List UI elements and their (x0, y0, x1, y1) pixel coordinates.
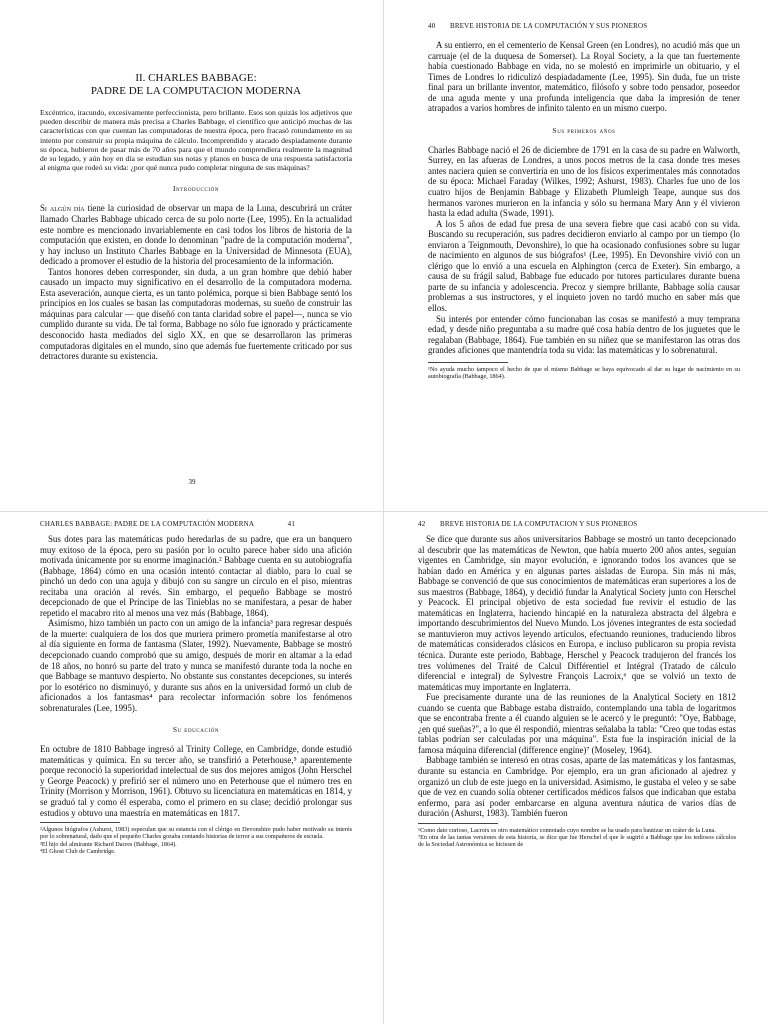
footnote: ²Algunos biógrafos (Ashurst, 1983) especulan que su estancia con el clérigo en Devonshire pudo haber motivado su interés por lo sobrenatural, dado que el pequeño Charles gozaba contando historias de terror a sus compañeros de escuela. (40, 826, 352, 841)
body-paragraph: Babbage también se interesó en otras cosas, aparte de las matemáticas y los fantasmas, durante su estancia en Cambridge. Por ejemplo, era un gran aficionado al ajedrez y organizó un club de este juego en la universidad. Asimismo, le gustaba el veleo y se sabe que de vez en cuando solía obtener certificados médicos falsos que indicaban que estaba enfermo, para así poder embarcarse en alguna aventura náutica de varios días de duración (Ashurst, 1983). También fueron (418, 755, 736, 819)
lead-in-small-caps: Si algún día (40, 203, 85, 214)
body-paragraph (40, 203, 352, 266)
page-number: 42 (418, 520, 426, 528)
footnote: ³El hijo del almirante Richard Dacres (Babbage, 1864). (40, 840, 177, 848)
page-number: 39 (188, 478, 196, 486)
body-paragraph: Se dice que durante sus años universitarios Babbage se mostró un tanto decepcionado al descubrir que las matemáticas de Newton, que había muerto 200 años antes, seguían vigentes en Cambridge, sin mayor evolución, e ignorando todos los avances que se habían dado en América y en algunas partes aisladas de Europa. Sin más ni más, Babbage se convenció de que sus conocimientos de matemáticas eran superiores a los de sus maestros (Babbage, 1864), y decidió fundar la Analytical Society junto con Herschel y Peacock. El principal objetivo de esta sociedad fue revivir el estudio de las matemáticas en Inglaterra, haciendo hincapié en la naturaleza abstracta del álgebra e importando descubrimientos del Nuevo Mundo. Los jóvenes integrantes de esta sociedad se mantuvieron muy activos leyendo artículos, efectuando reuniones, traduciendo libros de matemáticas considerados clásicos en Europa, e incluso publicaron su propia revista técnica. Durante este periodo, Babbage, Herschel y Peacock tradujeron del francés los tres volúmenes del Traité de Calcul Différentiel et Intégral (Tratado de cálculo diferencial e integral) de Sylvestre François Lacroix,⁶ que se volvió un texto de matemáticas muy importante en Inglaterra. (418, 534, 736, 692)
running-head (428, 22, 647, 30)
chapter-title-line-2: PADRE DE LA COMPUTACION MODERNA (90, 85, 302, 97)
footnote-rule (418, 823, 498, 824)
page-41-column (40, 534, 352, 855)
body-paragraph-text: tiene la curiosidad de observar un mapa de la Luna, descubrirá un cráter llamado Charles Babbage ubicado cerca de su polo norte (Lee, 1995). En la actualidad este nombre es mencionado invariablemente en casi todos los libros de historia de la computación que existen, en donde lo denominan "padre de la computación moderna", y hay incluso un Instituto Charles Babbage en la Universidad de Minnesota (EUA), dedicado a promover el estudio de la historia del procesamiento de la información. (40, 203, 352, 267)
running-head (418, 520, 637, 528)
footnote: ¹No ayuda mucho tampoco el hecho de que el mismo Babbage se haya equivocado al dar su lugar de nacimiento en su autobiografía (Babbage, 1864). (428, 365, 740, 381)
section-heading-primeros-anos: Sus primeros años (552, 125, 616, 135)
chapter-title (40, 72, 352, 98)
footnote: ⁷En otra de las tantas versiones de esta historia, se dice que fue Herschel el que le sugirió a Babbage que los tediosos cálculos de la Sociedad Astronómica se hiciesen de (418, 834, 736, 849)
body-paragraph: Sus dotes para las matemáticas pudo heredarlas de su padre, que era un banquero muy exitoso de la época, pero su pasión por lo oculto parece haber sido una afición motivada únicamente por su enorme imaginación.² Babbage cuenta en su autobiografía (Babbage, 1864) cómo en una ocasión intentó contactar al diablo, para lo cual se pinchó un dedo con una aguja y dibujó con su sangre un círculo en el piso, mientras recitaba una oración al revés. Sin embargo, el pequeño Babbage se mostró decepcionado de que el Príncipe de las Tinieblas no se manifestara, a pesar de haber repetido el macabro rito al menos una vez más (Babbage, 1864). (40, 534, 352, 618)
running-head-title: BREVE HISTORIA DE LA COMPUTACIÓN Y SUS PIONEROS (449, 22, 648, 30)
body-paragraph: Su interés por entender cómo funcionaban las cosas se manifestó a muy temprana edad, y desde niño preguntaba a su madre qué cosa había dentro de los juguetes que le regalaban (Babbage, 1864). Fue también en su niñez que se manifestaron las otras dos grandes aficiones que mantendría toda su vida: las matemáticas y lo sobrenatural. (428, 313, 740, 356)
page-39-column (40, 72, 352, 362)
page-number: 40 (428, 22, 436, 30)
running-head-title: CHARLES BABBAGE: PADRE DE LA COMPUTACIÓN MODERNA (40, 520, 254, 528)
epigraph: Excéntrico, iracundo, excesivamente perfeccionista, pero brillante. Esos son quizás los adjetivos que pueden describir de manera más precisa a Charles Babbage, el científico que anticipó muchas de las características con que cuentan las computadoras de nuestra época, pero fracasó rotundamente en su intento por construir su propia máquina de cálculo. Incomprendido y atacado despiadamente durante su época, hubieron de pasar más de 70 años para que el mundo comprendiera realmente la magnitud de su legado, y aún hoy en día se estudian sus notas y planos en busca de una respuesta satisfactoria al enigma que rodeó su vida: ¿por qué nunca pudo completar ninguna de sus máquinas? (40, 108, 352, 173)
section-heading-introduccion: Introducción (172, 184, 220, 194)
page-41 (0, 512, 384, 1024)
body-paragraph: A su entierro, en el cementerio de Kensal Green (en Londres), no acudió más que un carruaje (el de la duquesa de Somerset). La Royal Society, a la que tan fuertemente había cuestionado Babbage en vida, no se molestó en imprimirle un obituario, y el Times de Londres lo ridiculizó despiadadamente (Lee, 1995). Sin duda, fue un triste final para un brillante inventor, matemático, filósofo y sobre todo pensador, poseedor de una aguda mente y una profunda inteligencia que daba la impresión de tener atrapados a varios hombres de infinito talento en un mismo cuerpo. (428, 40, 740, 114)
page-42 (384, 512, 768, 1024)
footnote: ⁴El Ghost Club de Cambridge. (40, 848, 116, 856)
body-paragraph: Fue precisamente durante una de las reuniones de la Analytical Society en 1812 cuando se cuenta que Babbage estaba distraído, contemplando una tabla de logaritmos que se encontraba frente a él cuando alguien se le acercó y le preguntó: "Oye, Babbage, ¿en qué sueñas?", a lo que él respondió, mientras señalaba la tabla: "Creo que todas estas tablas podrían ser calculadas por una máquina". Esta fue la inspiración inicial de la famosa máquina diferencial (difference engine)⁷ (Moseley, 1964). (418, 692, 736, 755)
footnote-rule (40, 822, 120, 823)
page-40 (384, 0, 768, 512)
body-paragraph: En octubre de 1810 Babbage ingresó al Trinity College, en Cambridge, donde estudió matemáticas y química. En su tercer año, se transfirió a Peterhouse,⁵ aparentemente porque reconoció la superioridad intelectual de sus dos mejores amigos (John Herschel y George Peacock) y prefirió ser el número uno en Peterhouse que el número tres en Trinity (Morrison y Morrison, 1961). Obtuvo su licenciatura en matemáticas en 1814, y se graduó tal y como él esperaba, como el primero en su clase; decidió prolongar sus estudios y obtuvo una maestría en matemáticas en 1817. (40, 744, 352, 818)
footnote-rule (428, 362, 508, 363)
chapter-title-line-1: II. CHARLES BABBAGE: (135, 72, 257, 84)
running-head-title: BREVE HISTORIA DE LA COMPUTACION Y SUS PIONEROS (439, 520, 638, 528)
body-paragraph: Asimismo, hizo también un pacto con un amigo de la infancia³ para regresar después de la muerte: cualquiera de los dos que muriera primero prometía manifestarse al otro al día siguiente en forma de fantasma (Slater, 1992). Nuevamente, Babbage se mostró decepcionado cuando comprobó que su amigo, después de morir en altamar a la edad de 18 años, no honró su parte del trato y nunca se manifestó durante toda la noche en que Babbage se mantuvo despierto. No obstante sus constantes decepciones, su interés por lo esotérico no disminuyó, y durante sus años en la universidad formó un club de aficionados a los fantasmas⁴ para recolectar información sobre los fenómenos sobrenaturales (Lee, 1995). (40, 618, 352, 713)
page-42-column (418, 534, 736, 849)
footnote: ⁶Como dato curioso, Lacroix es otro matemático connotado cuyo nombre se ha usado para bautizar un cráter de la Luna. (418, 826, 716, 834)
body-paragraph: Tantos honores deben corresponder, sin duda, a un gran hombre que debió haber causado un impacto muy significativo en el desarrollo de la computadora moderna. Esta aseveración, aunque cierta, es un tanto polémica, porque si bien Babbage sentó los principios en los cuales se basan las computadoras modernas, su sueño de construir las máquinas para calcular — que diseñó con tanta claridad sobre el papel—, nunca se vio cumplido durante su vida. De tal forma, Babbage no sólo fue ignorado y prácticamente desconocido hasta mediados del siglo XX, en que se desarrollaron las primeras computadoras digitales en el mundo, sino que además fue fuertemente criticado por sus detractores durante su existencia. (40, 266, 352, 362)
running-head (40, 520, 295, 528)
section-heading-educacion: Su educación (172, 725, 220, 735)
page-number: 41 (287, 520, 296, 528)
page-39 (0, 0, 384, 512)
page-40-column (428, 40, 740, 380)
body-paragraph: A los 5 años de edad fue presa de una severa fiebre que casi acabó con su vida. Buscando su recuperación, sus padres decidieron enviarlo al campo por un tiempo (lo enviaron a Teignmouth, Devonshire), lo que ha ocasionado confusiones sobre su lugar de nacimiento en algunos de sus biógrafos¹ (Lee, 1995). En Devonshire vivió con un clérigo que lo envió a una escuela en Alphington (cerca de Exeter). Sin embargo, a causa de su frágil salud, Babbage fue educado por tutores particulares durante buena parte de su infancia y adolescencia. Precoz y siempre brillante, Babbage solía causar problemas a sus instructores, y el inquieto joven no tardó mucho en saber más que ellos. (428, 218, 740, 314)
body-paragraph: Charles Babbage nació el 26 de diciembre de 1791 en la casa de su padre en Walworth, Surrey, en las afueras de Londres, a unos pocos metros de la casa donde tres meses antes naciera quien se convertiría en uno de los físicos experimentales más connotados de su época: Michael Faraday (Wilkes, 1992; Ashurst, 1983). Charles fue uno de los cuatro hijos de Benjamin Babbage y Elizabeth Plumleigh Teape, aunque sus dos hermanos varones murieron en la infancia y sólo su hermana Mary Ann y él vivieron hasta la edad adulta (Swade, 1991). (428, 144, 740, 219)
